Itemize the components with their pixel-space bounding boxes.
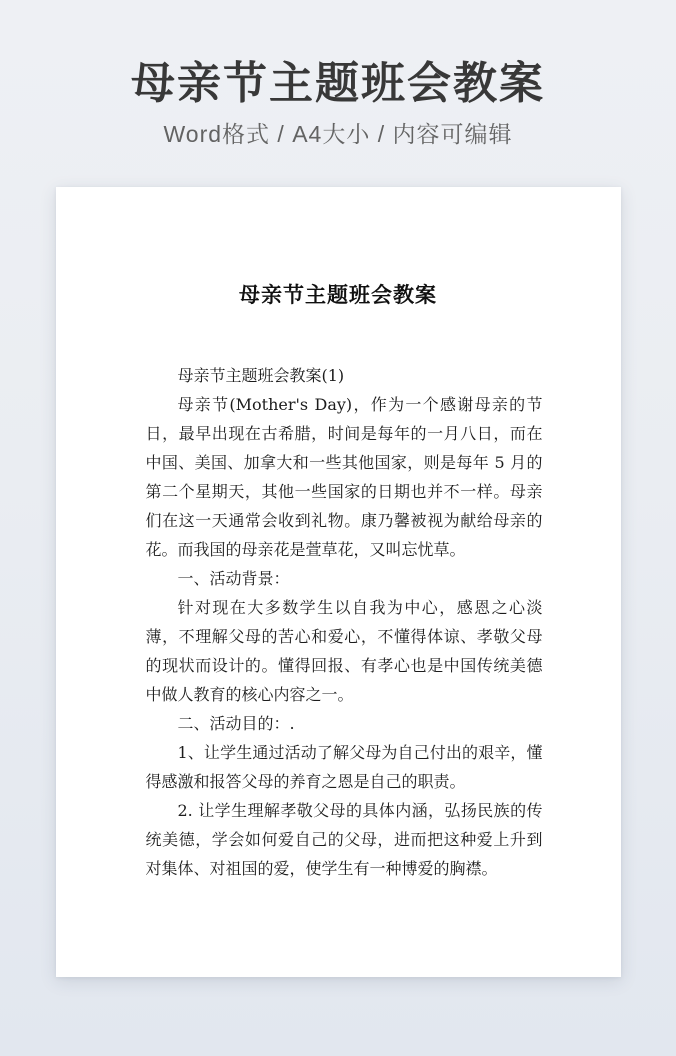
document-title: 母亲节主题班会教案: [239, 282, 437, 307]
document-paragraph: 母亲节主题班会教案(1): [177, 366, 345, 385]
document-paragraph: 一、活动背景：: [177, 569, 290, 588]
document-body: [146, 361, 543, 883]
document-paragraph: 母亲节(Mother's Day)，作为一个感谢母亲的节日，最早出现在古希腊，时间是每年的一月八日，而在中国、美国、加拿大和一些其他国家，则是每年 5 月的第二个星期天，其他一些国家的日期也并不一样。母亲们在这一天通常会收到礼物。康乃馨被视为献给母亲的花。而我国的母亲花是萱草花，又叫忘忧草。: [145, 395, 543, 559]
document-paragraph: 二、活动目的：.: [177, 714, 295, 733]
page-title: 母亲节主题班会教案: [131, 59, 545, 108]
document-page-preview: [56, 187, 621, 977]
document-paragraph: 1、让学生通过活动了解父母为自己付出的艰辛，懂得感激和报答父母的养育之恩是自己的职责。: [145, 743, 543, 791]
document-paragraph: 针对现在大多数学生以自我为中心，感恩之心淡薄，不理解父母的苦心和爱心，不懂得体谅、孝敬父母的现状而设计的。懂得回报、有孝心也是中国传统美德中做人教育的核心内容之一。: [145, 598, 543, 704]
page-subtitle: Word格式 / A4大小 / 内容可编辑: [163, 121, 513, 147]
preview-header: [0, 0, 676, 148]
document-paragraph: 2. 让学生理解孝敬父母的具体内涵，弘扬民族的传统美德，学会如何爱自己的父母，进而把这种爱上升到对集体、对祖国的爱，使学生有一种博爱的胸襟。: [145, 801, 543, 878]
